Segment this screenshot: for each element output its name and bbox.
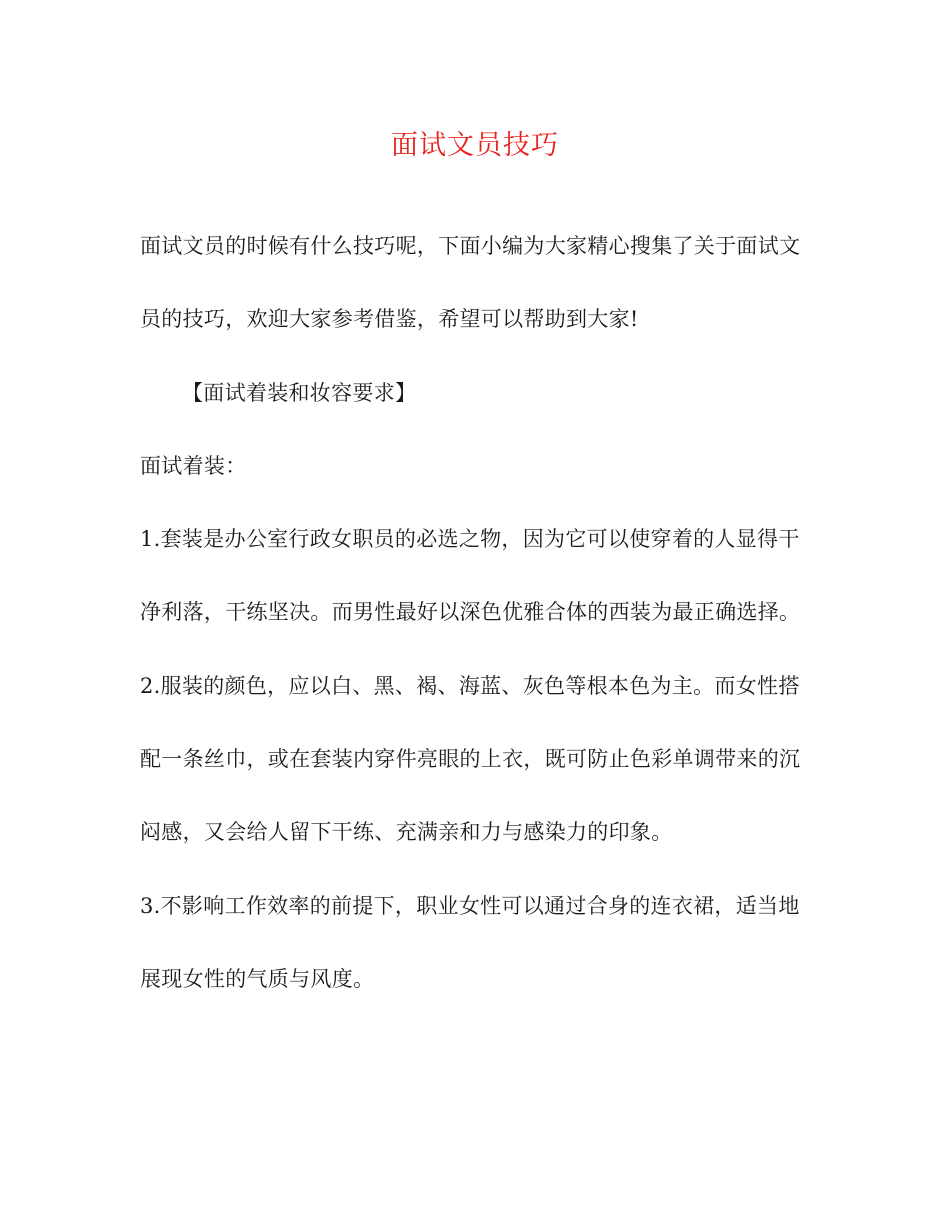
page-title: 面试文员技巧 — [391, 130, 559, 161]
section-heading: 【面试着装和妆容要求】 — [182, 380, 417, 405]
list-item: 1.套装是办公室行政女职员的必选之物，因为它可以使穿着的人显得干净利落，干练坚决。而男性最好以深色优雅合体的西装为最正确选择。 — [140, 527, 801, 625]
subheading: 面试着装： — [140, 453, 247, 478]
list-item: 3.不影响工作效率的前提下，职业女性可以通过合身的连衣裙，适当地展现女性的气质与风度。 — [140, 893, 800, 991]
document-body — [140, 210, 810, 1016]
list-item: 2.服装的颜色，应以白、黑、褐、海蓝、灰色等根本色为主。而女性搭配一条丝巾，或在套装内穿件亮眼的上衣，既可防止色彩单调带来的沉闷感，又会给人留下干练、充满亲和力与感染力的印象。 — [140, 673, 801, 845]
intro-paragraph: 面试文员的时候有什么技巧呢，下面小编为大家精心搜集了关于面试文员的技巧，欢迎大家参考借鉴，希望可以帮助到大家! — [140, 234, 801, 332]
